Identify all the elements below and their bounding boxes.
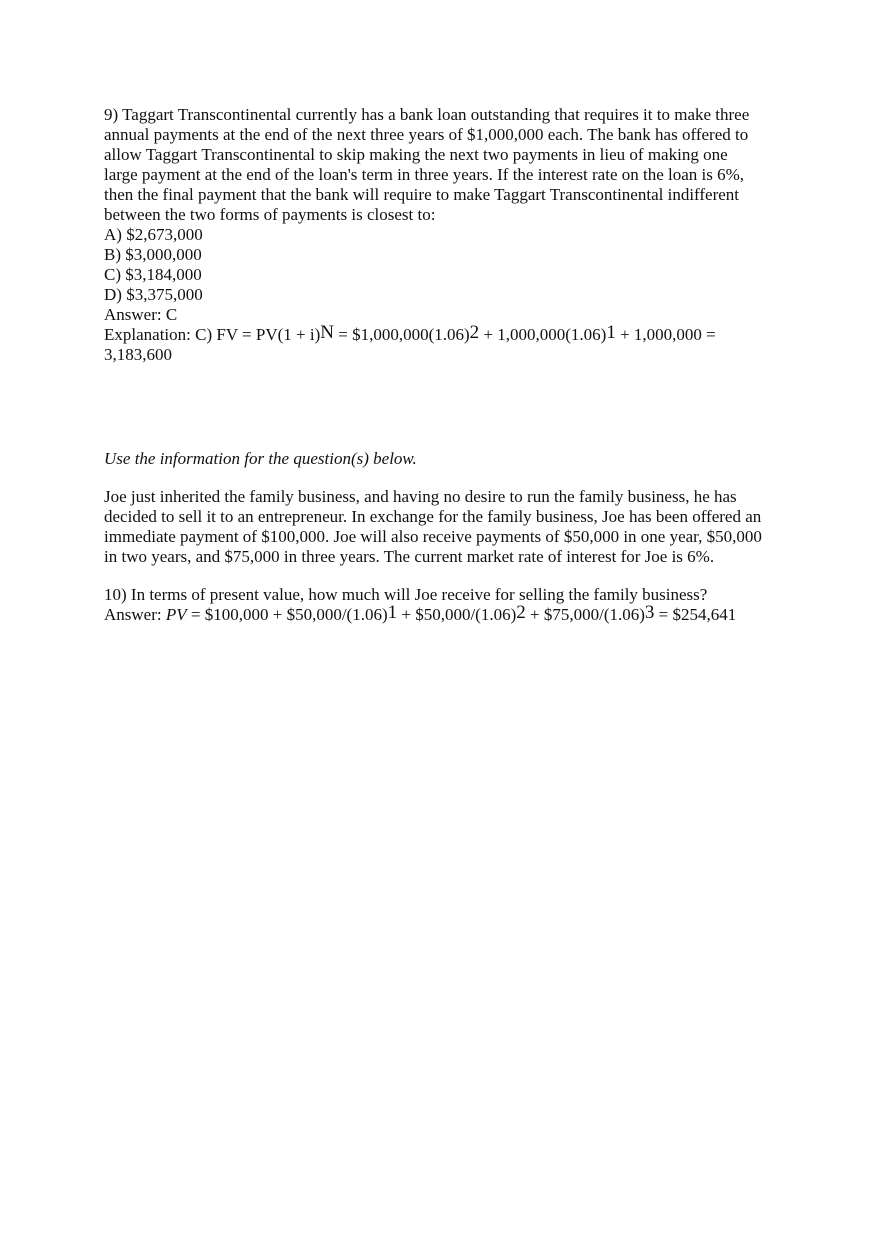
scenario-paragraph [104,487,794,567]
section-intro: Use the information for the question(s) below. [104,449,417,468]
question-9-option-a: A) $2,673,000 [104,225,203,244]
question-9-stem-line: 9) Taggart Transcontinental currently has a bank loan outstanding that requires it to make three [104,105,750,124]
explanation-text: = $1,000,000(1.06) [333,325,470,344]
exponent: 2 [516,602,526,623]
explanation-text: Explanation: C) FV = PV(1 + i) [104,325,321,344]
question-9-explanation-result: 3,183,600 [104,345,172,364]
exponent: 3 [644,602,655,623]
question-10-stem: 10) In terms of present value, how much will Joe receive for selling the family business? [104,585,708,604]
question-9-explanation [104,322,794,345]
question-9-option-c: C) $3,184,000 [104,265,202,284]
question-9-stem-line: then the final payment that the bank will require to make Taggart Transcontinental indifferent [104,185,740,204]
answer-label: Answer: [104,605,166,624]
question-10 [104,585,794,625]
question-9 [104,105,794,365]
explanation-text: + 1,000,000 = [615,325,716,344]
answer-text: = $100,000 + $50,000/(1.06) [186,605,388,624]
exponent: N [320,322,334,343]
answer-text: = $254,641 [654,605,737,624]
exponent: 2 [469,322,480,343]
answer-text: + $50,000/(1.06) [397,605,517,624]
question-9-answer: Answer: C [104,305,178,324]
question-9-option-b: B) $3,000,000 [104,245,202,264]
scenario-line: decided to sell it to an entrepreneur. In exchange for the family business, Joe has been offered an [104,507,762,526]
explanation-text: + 1,000,000(1.06) [479,325,607,344]
exponent: 1 [606,322,616,343]
question-10-answer [104,602,794,625]
question-9-stem-line: between the two forms of payments is closest to: [104,205,436,224]
scenario-line: Joe just inherited the family business, and having no desire to run the family business, he has [104,487,737,506]
scenario-line: immediate payment of $100,000. Joe will also receive payments of $50,000 in one year, $50,000 [104,527,762,546]
question-9-stem-line: allow Taggart Transcontinental to skip making the next two payments in lieu of making one [104,145,728,164]
question-9-stem-line: annual payments at the end of the next three years of $1,000,000 each. The bank has offered to [104,125,749,144]
question-9-option-d: D) $3,375,000 [104,285,203,304]
scenario-line: in two years, and $75,000 in three years. The current market rate of interest for Joe is 6%. [104,547,715,566]
exponent: 1 [387,602,398,623]
pv-symbol: PV [165,605,187,624]
answer-text: + $75,000/(1.06) [525,605,645,624]
question-9-stem-line: large payment at the end of the loan's term in three years. If the interest rate on the loan is 6%, [104,165,745,184]
